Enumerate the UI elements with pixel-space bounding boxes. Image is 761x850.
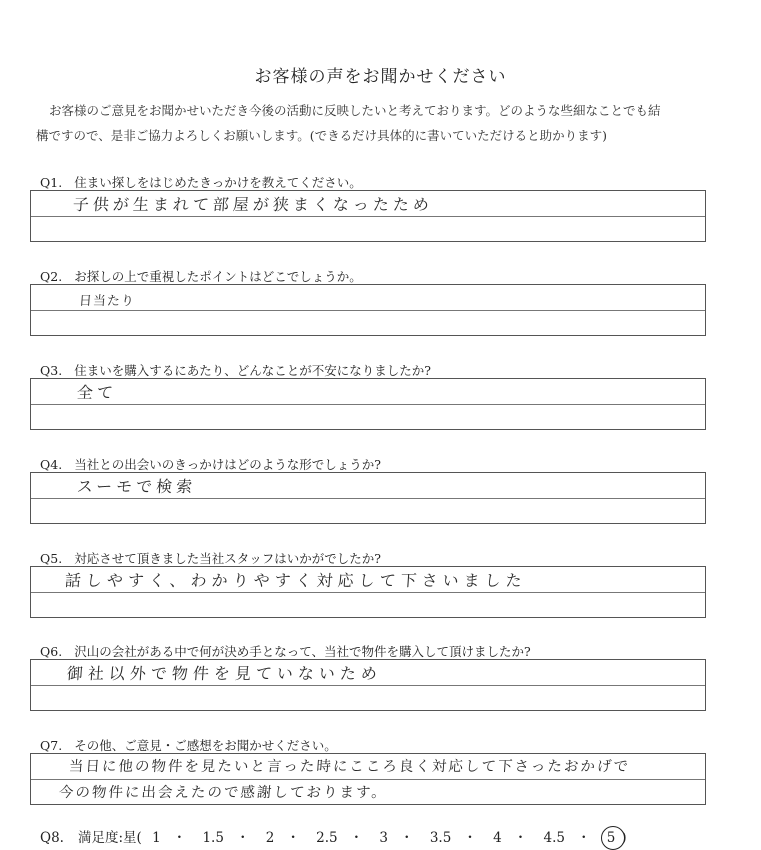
question-text: お探しの上で重視したポイントはどこでしょうか。 — [74, 269, 362, 284]
answer-text: スーモで検索 — [76, 477, 197, 496]
question-text: その他、ご意見・ご感想をお聞かせください。 — [74, 738, 337, 753]
answer-box-2 — [30, 284, 706, 336]
rating-option[interactable]: 2 — [265, 830, 275, 846]
answer-line — [31, 754, 705, 779]
rating-option[interactable]: 1 — [152, 830, 161, 846]
question-number: Q4. — [40, 457, 63, 472]
rating-option[interactable]: 4.5 — [543, 830, 565, 846]
answer-line — [31, 498, 705, 523]
question-5 — [40, 549, 381, 567]
page-title: お客様の声をお聞かせください — [254, 67, 507, 87]
intro-line-2: 構ですので、是非ご協力よろしくお願いします。(できるだけ具体的に書いていただけると助かります) — [36, 128, 608, 143]
question-4 — [40, 455, 381, 473]
question-3 — [40, 361, 431, 379]
rating-label: 満足度:星( — [77, 830, 142, 846]
question-1 — [40, 173, 362, 191]
rating-option[interactable]: 2.5 — [316, 830, 338, 846]
answer-line — [31, 567, 705, 592]
answer-box-7 — [30, 753, 706, 805]
answer-line — [31, 191, 705, 216]
answer-box-5 — [30, 566, 706, 618]
answer-box-4 — [30, 472, 706, 524]
question-text: 沢山の会社がある中で何が決め手となって、当社で物件を購入して頂けましたか? — [74, 644, 531, 659]
answer-line — [31, 216, 705, 241]
question-text: 住まいを購入するにあたり、どんなことが不安になりましたか? — [74, 363, 431, 378]
question-text: 対応させて頂きました当社スタッフはいかがでしたか? — [74, 551, 381, 566]
intro-text — [36, 98, 726, 148]
answer-text: 御社以外で物件を見ていないため — [66, 664, 383, 683]
question-2 — [40, 267, 362, 285]
answer-line — [31, 779, 705, 804]
answer-box-1 — [30, 190, 706, 242]
answer-line — [31, 660, 705, 685]
rating-option[interactable]: 4 — [493, 830, 502, 846]
rating-option[interactable]: 3 — [379, 830, 389, 846]
answer-line — [31, 285, 705, 310]
answer-line — [31, 404, 705, 429]
rating-option-selected[interactable]: 5 — [606, 830, 616, 846]
question-number: Q6. — [40, 644, 63, 659]
rating-close: ) — [621, 830, 627, 846]
answer-text: 今の物件に出会えたので感謝しております。 — [58, 785, 389, 801]
question-6 — [40, 642, 531, 660]
answer-text: 全て — [76, 383, 118, 402]
question-number: Q2. — [40, 269, 63, 284]
satisfaction-rating: Q8. 満足度:星( 1 ・ 1.5 ・ 2 ・ 2.5 ・ 3 ・ 3.5 ・ 4 ・ 4.5 ・ 5 ) — [40, 830, 627, 846]
answer-line — [31, 473, 705, 498]
answer-box-6 — [30, 659, 706, 711]
answer-text: 子供が生まれて部屋が狭まくなったため — [72, 195, 434, 214]
question-number: Q3. — [40, 363, 63, 378]
question-number: Q1. — [40, 175, 63, 190]
question-text: 当社との出会いのきっかけはどのような形でしょうか? — [74, 457, 381, 472]
answer-text: 当日に他の物件を見たいと言った時にこころ良く対応して下さったおかげで — [68, 759, 631, 775]
answer-line — [31, 592, 705, 617]
answer-line — [31, 685, 705, 710]
answer-box-3 — [30, 378, 706, 430]
question-number: Q5. — [40, 551, 63, 566]
question-7 — [40, 736, 337, 754]
answer-text: 日当たり — [78, 294, 136, 309]
intro-line-1: お客様のご意見をお聞かせいただき今後の活動に反映したいと考えております。どのような些細なことでも結 — [49, 103, 661, 118]
answer-line — [31, 379, 705, 404]
question-text: 住まい探しをはじめたきっかけを教えてください。 — [74, 175, 362, 190]
answer-text: 話しやすく、わかりやすく対応して下さいました — [64, 571, 528, 590]
question-number: Q8. — [40, 830, 64, 846]
rating-option[interactable]: 3.5 — [429, 830, 452, 846]
rating-option[interactable]: 1.5 — [202, 830, 224, 846]
answer-line — [31, 310, 705, 335]
question-number: Q7. — [40, 738, 63, 753]
